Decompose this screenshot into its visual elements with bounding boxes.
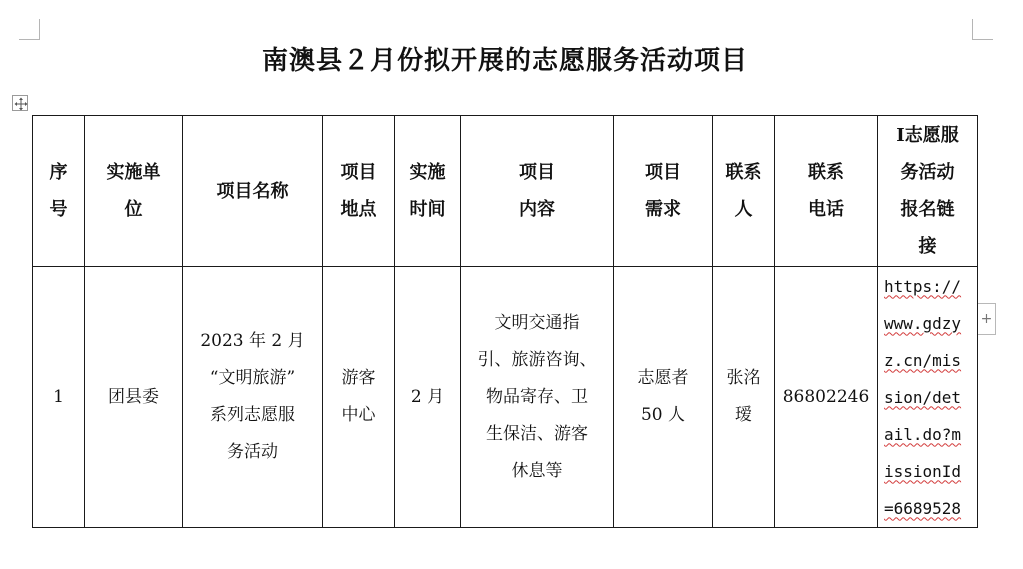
header-cell-time: 实施 时间 <box>395 116 461 267</box>
header-cell-contact: 联系 人 <box>713 116 775 267</box>
cell-contact: 张洺 瑷 <box>713 267 775 528</box>
cell-content: 文明交通指 引、旅游咨询、 物品寄存、卫 生保洁、游客 休息等 <box>461 267 614 528</box>
signup-link-text[interactable]: https:// www.gdzy z.cn/mis sion/det ail.do?m issionId =6689528 <box>884 276 962 518</box>
header-cell-link: I志愿服 务活动 报名链 接 <box>878 116 978 267</box>
page-corner-mark-top-right <box>972 19 993 40</box>
cell-signup-link[interactable] <box>878 267 978 528</box>
volunteer-projects-table <box>32 115 978 528</box>
header-cell-name: 项目名称 <box>183 116 323 267</box>
cell-unit: 团县委 <box>85 267 183 528</box>
header-cell-content: 项目 内容 <box>461 116 614 267</box>
header-cell-demand: 项目 需求 <box>614 116 713 267</box>
header-cell-phone: 联系 电话 <box>775 116 878 267</box>
table-row <box>33 267 978 528</box>
cell-name: 2023 年 2 月 “文明旅游” 系列志愿服 务活动 <box>183 267 323 528</box>
cell-location: 游客 中心 <box>323 267 395 528</box>
table-move-handle[interactable] <box>12 95 28 111</box>
page-corner-mark-top-left <box>19 19 40 40</box>
document-title: 南澳县２月份拟开展的志愿服务活动项目 <box>261 46 748 76</box>
cell-demand: 志愿者 50 人 <box>614 267 713 528</box>
cell-time: 2 月 <box>395 267 461 528</box>
header-cell-unit: 实施单 位 <box>85 116 183 267</box>
header-cell-location: 项目 地点 <box>323 116 395 267</box>
plus-icon: + <box>980 311 993 327</box>
header-cell-seq: 序 号 <box>33 116 85 267</box>
cell-phone: 86802246 <box>775 267 878 528</box>
table-header-row <box>33 116 978 267</box>
cell-seq: 1 <box>33 267 85 528</box>
move-arrows-icon <box>14 97 28 111</box>
add-column-button[interactable] <box>978 303 996 335</box>
